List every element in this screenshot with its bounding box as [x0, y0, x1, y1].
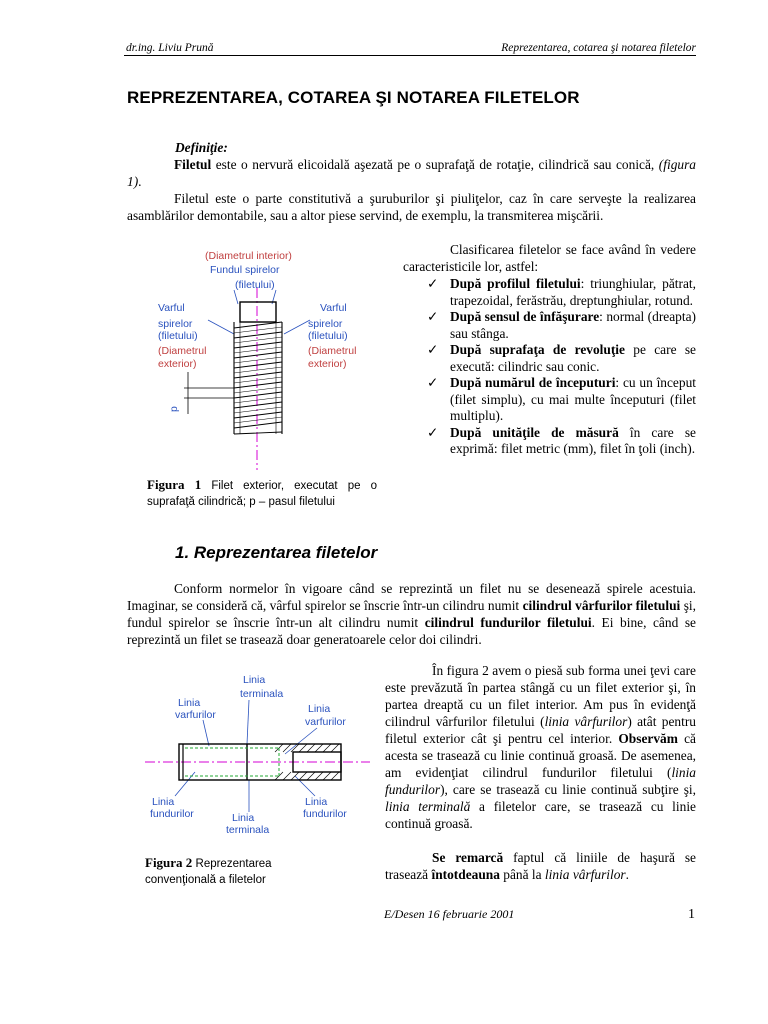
check-icon: ✓: [427, 375, 439, 390]
fig2-label-varfurilor-left-2: varfurilor: [175, 709, 216, 721]
classification-item: ✓ După numărul de începuturi: cu un început (filet simplu), cu mai multe începuturi (filet multiplu).: [427, 375, 696, 423]
classification-item: ✓ După profilul filetului: triunghiular, pătrat, trapezoidal, ferăstrău, dreptunghiular, rotund.: [427, 276, 696, 308]
figure-2-caption: Figura 2 Reprezentarea convenţională a filetelor: [145, 855, 272, 886]
fig2-label-terminala-bot-2: terminala: [226, 824, 270, 836]
fig1-label-diam-ext-right-2: exterior): [308, 358, 347, 370]
fig1-label-varful-right-1: Varful: [320, 302, 347, 314]
definition-paragraph-1: Filetul este o nervură elicoidală aşezată pe o suprafaţă de rotaţie, cilindrică sau conică, (figura 1).: [127, 157, 696, 189]
fig2-label-varfurilor-left-1: Linia: [178, 697, 201, 709]
fig1-label-diam-ext-left-1: (Diametrul: [158, 345, 207, 357]
classification-intro: Clasificarea filetelor se face având în vedere caracteristicile lor, astfel:: [403, 242, 696, 274]
fig2-label-fundurilor-left-2: fundurilor: [150, 808, 194, 820]
check-icon: ✓: [427, 276, 439, 291]
fig1-label-varful-left-2: spirelor: [158, 318, 193, 330]
fig1-label-varful-left-3: (filetului): [158, 330, 198, 342]
fig2-label-terminala-top-1: Linia: [243, 674, 266, 686]
section-1-heading: 1. Reprezentarea filetelor: [175, 543, 378, 562]
check-icon: ✓: [427, 342, 439, 357]
fig1-label-varful-right-3: (filetului): [308, 330, 348, 342]
fig1-label-fundul: Fundul spirelor: [210, 264, 280, 276]
fig2-label-varfurilor-right-2: varfurilor: [305, 716, 346, 728]
fig2-label-terminala-top-2: terminala: [240, 688, 284, 700]
fig1-label-diam-ext-left-2: exterior): [158, 358, 197, 370]
footer-date: E/Desen 16 februarie 2001: [384, 907, 515, 921]
fig1-label-varful-right-2: spirelor: [308, 318, 343, 330]
fig1-label-diam-interior: (Diametrul interior): [205, 250, 292, 262]
section-1-paragraph-3: Se remarcă faptul că liniile de haşură se trasează întotdeauna până la linia vârfurilor.: [385, 850, 696, 882]
classification-list: [427, 276, 696, 458]
fig1-label-varful-left-1: Varful: [158, 302, 185, 314]
definition-paragraph-2: Filetul este o parte constitutivă a şuruburilor şi piuliţelor, caz în care serveşte la realizarea asamblărilor demontabile, sau a altor piese servind, de exemplu, la transmiterea mişcării.: [127, 191, 696, 223]
classification-item: ✓ După suprafaţa de revoluţie pe care se execută: cilindric sau conic.: [427, 342, 696, 374]
section-1-paragraph-2: În figura 2 avem o piesă sub forma unei ţevi care este prevăzută în partea stângă cu un filet exterior şi, în partea dreaptă cu un filet interior. Am pus în evidenţă cilindrul vârfurilor filetului (linia vârfurilor) atât pentru filetul exterior cât şi pentru cel interior. Observăm că acesta se trasează cu linie continuă groasă. De asemenea, am evidenţiat cilindrul fundurilor filetului (linia fundurilor), care se trasează cu linie continuă subţire şi, linia terminală a filetelor care, se trasează cu linie continuă groasă.: [385, 663, 696, 831]
figure-1-caption: Figura 1 Filet exterior, executat pe o suprafaţă cilindrică; p – pasul filetului: [147, 477, 377, 508]
check-icon: ✓: [427, 424, 439, 440]
fig1-label-diam-ext-right-1: (Diametrul: [308, 345, 357, 357]
page-number: 1: [688, 907, 695, 922]
fig2-label-terminala-bot-1: Linia: [232, 812, 255, 824]
document-title: REPREZENTAREA, COTAREA ŞI NOTAREA FILETELOR: [127, 88, 580, 107]
section-1-paragraph-1: Conform normelor în vigoare când se reprezintă un filet nu se desenează spirele acestuia. Imaginar, se consideră că, vârful spirelor se înscrie într-un cilindru numit cilindrul vârfurilor filetului şi, fundul spirelor se înscrie într-un alt cilindru numit cilindrul fundurilor filetului. Ei bine, când se reprezintă un filet se trasează doar generatoarele celor doi cilindri.: [127, 581, 696, 647]
fig1-label-pitch: p: [168, 406, 180, 412]
header-rule: [124, 55, 696, 56]
fig2-label-fundurilor-right-2: fundurilor: [303, 808, 347, 820]
definition-label: Definiţie:: [175, 140, 228, 155]
check-icon: ✓: [427, 309, 439, 324]
header-chapter: Reprezentarea, cotarea şi notarea filetelor: [501, 42, 696, 54]
classification-item: ✓ După unităţile de măsură în care se exprimă: filet metric (mm), filet în ţoli (inch).: [427, 424, 696, 456]
fig1-label-filetului: (filetului): [235, 279, 275, 291]
fig2-label-fundurilor-left-1: Linia: [152, 796, 175, 808]
fig2-label-varfurilor-right-1: Linia: [308, 703, 331, 715]
classification-item: ✓ După sensul de înfăşurare: normal (dreapta) sau stânga.: [427, 309, 696, 341]
fig2-label-fundurilor-right-1: Linia: [305, 796, 328, 808]
header-author: dr.ing. Liviu Prună: [126, 42, 214, 54]
figure-1-drawing: [148, 248, 380, 470]
figure-2-drawing: [145, 672, 370, 840]
